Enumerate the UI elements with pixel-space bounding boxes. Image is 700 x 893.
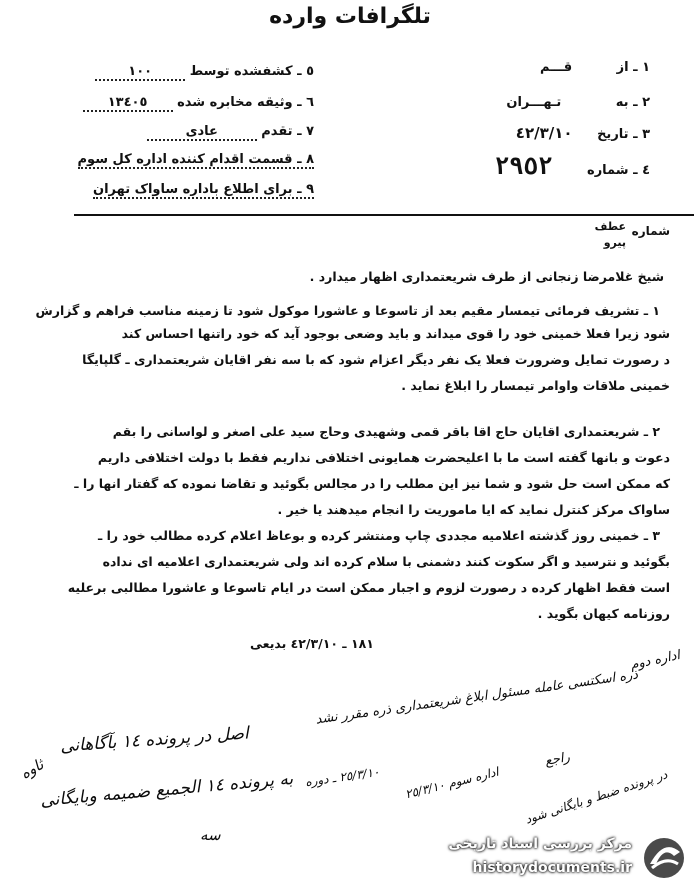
header-value: قـــم (540, 60, 573, 75)
body-line: شیخ غلامرضا زنجانی از طرف شریعتمداری اظهار میدارد . (309, 269, 664, 284)
body-line: دعوت و بانها گفته است ما با اعلیحضرت همایونی اختلافی نداریم فقط با دولت اختلافی داریم (97, 450, 670, 465)
header-from (390, 60, 650, 75)
watermark-text-en: historydocuments.ir (472, 860, 632, 876)
header-label: ٦ ـ وثیقه مخابره شده (177, 95, 314, 110)
header-value: ٤٢/٣/١٠ (515, 124, 573, 142)
header-value: تـهـــران (506, 95, 562, 110)
ref-peyro-label: پیرو (603, 236, 626, 249)
watermark-logo-icon (638, 834, 690, 882)
handwritten-note: راجع (544, 749, 572, 770)
body-line: ٢ ـ شریعتمداری اقایان حاج اقا باقر قمی وشهیدی وحاج سید علی اصغر و لواسانی را بقم (112, 424, 660, 439)
header-priority (64, 124, 314, 141)
handwritten-note: اداره دوم (628, 647, 682, 674)
ref-atf-label: عطف (594, 220, 626, 233)
header-label: ٧ ـ تقدم (261, 124, 314, 139)
document-title: تلگرافات وارده (269, 4, 431, 29)
header-value: ٢٩٥٢ (494, 152, 553, 180)
header-label: ٩ ـ برای اطلاع باداره ساواک تهران (93, 182, 314, 197)
handwritten-note: اداره سوم ٢٥/٣/١٠ (404, 764, 501, 802)
header-label: ٣ ـ تاریخ (597, 127, 650, 142)
header-label: ٢ ـ به (615, 95, 650, 110)
header-divider (74, 214, 694, 216)
handwritten-note: اصل در پرونده ١٤ بآگاهانی (59, 723, 250, 757)
body-line: بگوئید و نترسید و اگر سکوت کنند دشمنی با سلام کرده اند ولی شریعتمداری اعلامیه ای نداده (102, 554, 670, 569)
header-number (390, 152, 650, 180)
handwritten-note: ذره اسکتسی عامله مسئول ابلاغ شریعتمداری ذره مقرر نشد (315, 667, 640, 728)
header-to (390, 95, 650, 110)
header-value: ١٠٠ (95, 64, 185, 81)
header-decoded-by (64, 64, 314, 81)
header-label: ١ ـ از (616, 60, 650, 75)
header-value: ١٣٤٠٥ (83, 95, 173, 112)
body-line: ساواک مرکز کنترل نماید که ایا ماموریت را انجام میدهند یا خیر . (277, 502, 670, 517)
handwritten-note: به پرونده ١٤ الجمیع ضمیمه وبایگانی (39, 768, 294, 812)
body-line: است فقط اظهار کرده د رصورت لزوم و اجبار ممکن است در ایام تاسوعا و عاشورا مطالبی برعلیه (67, 580, 670, 595)
header-label: ٥ ـ کشفشده توسط (189, 64, 314, 79)
header-date (390, 124, 650, 142)
body-line: شود زیرا فعلا خمینی خود را قوی میداند و باید وضعی بوجود آید که خود راتنها احساس کند (121, 326, 670, 341)
body-line: روزنامه کیهان بگوید . (537, 606, 670, 621)
handwritten-note: سه (200, 826, 221, 844)
body-line: خمینی ملاقات واوامر تیمسار را ابلاغ نماید . (401, 378, 670, 393)
watermark (394, 828, 694, 888)
signature-line: ١٨١ ـ ٤٢/٣/١٠ بدیعی (250, 636, 374, 651)
header-label: ٨ ـ قسمت اقدام کننده اداره کل سوم (77, 152, 314, 167)
handwritten-note: ثاوه (17, 755, 47, 783)
header-label: ٤ ـ شماره (587, 163, 650, 178)
body-line: ٣ ـ خمینی روز گذشته اعلامیه مجددی چاپ ومنتشر کرده و بوعاظ اعلام کرده مطالب خود را ـ (97, 528, 660, 543)
header-sent-doc (64, 95, 314, 112)
body-line: ١ ـ تشریف فرمائی تیمسار مقیم بعد از تاسوعا و عاشورا موکول شود تا زمینه مناسب فراهم و گزارش (35, 303, 660, 318)
ref-number-label: شماره (631, 224, 670, 238)
handwritten-note: ٢٥/٣/١٠ ـ دوره (304, 764, 381, 790)
header-value: عادی (147, 124, 257, 141)
header-info-to (64, 182, 314, 197)
watermark-text-fa: مرکز بررسی اسناد تاریخی (448, 836, 632, 852)
handwritten-note: در پرونده ضبط و بایگانی شود (523, 767, 669, 827)
body-line: که ممکن است حل شود و شما نیز این مطلب را در مجالس بگوئید و تقاضا نموده که گفتار انها را ـ (74, 476, 670, 491)
header-action-dept (64, 152, 314, 167)
body-line: د رصورت تمایل وضرورت فعلا یک نفر دیگر اعزام شود که با سه نفر اقایان شریعتمداری ـ گلپایگا (82, 352, 670, 367)
